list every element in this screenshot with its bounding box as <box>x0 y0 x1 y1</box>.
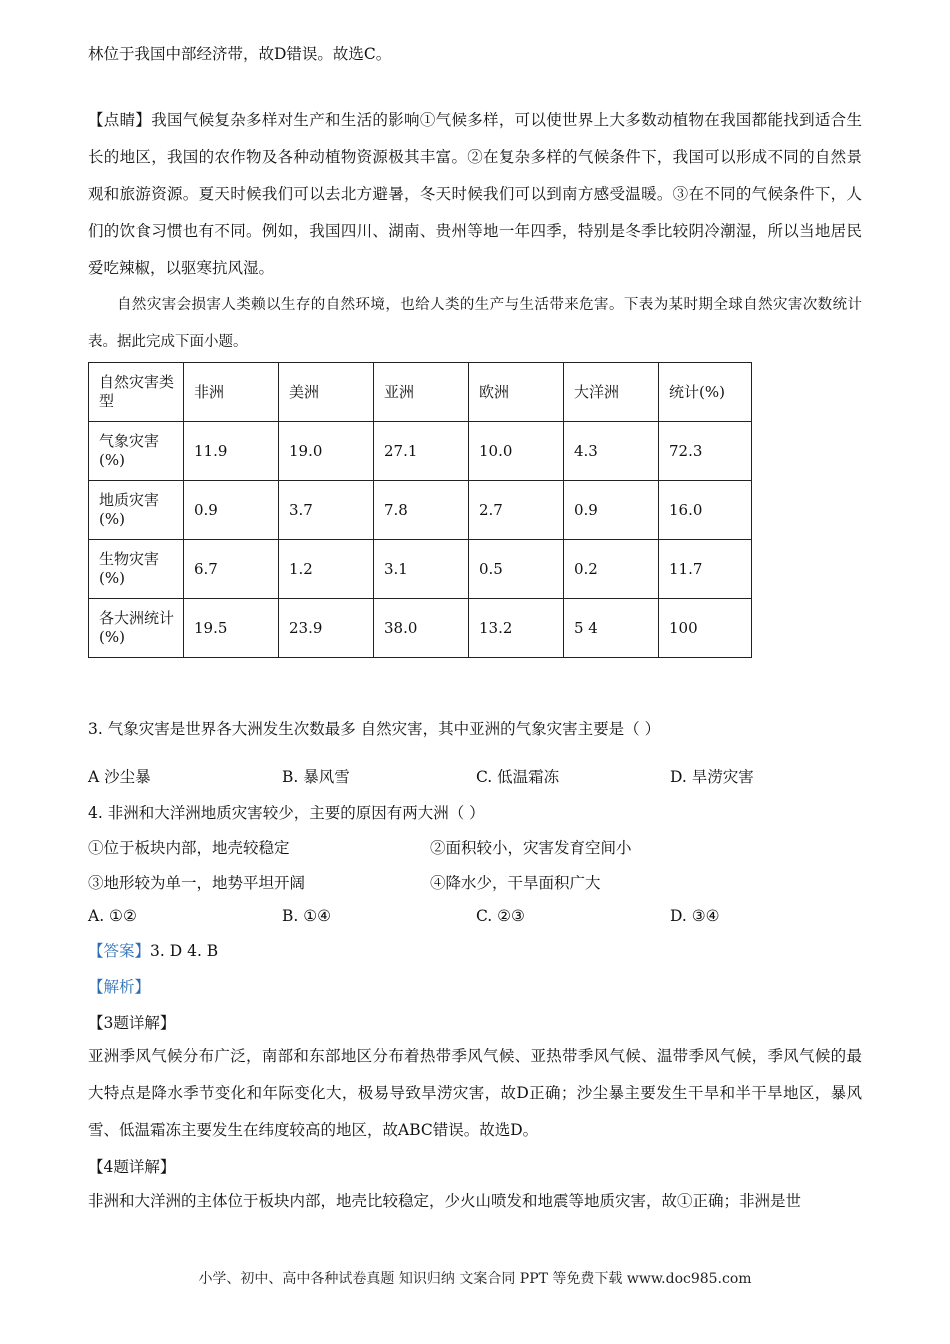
paragraph-prev-answer-end: 林位于我国中部经济带，故D错误。故选C。 <box>88 45 392 63</box>
table-row <box>89 540 752 599</box>
table-cell: 19.0 <box>279 422 374 481</box>
question-3-option-d: D. 旱涝灾害 <box>670 768 754 786</box>
table-cell: 72.3 <box>659 422 752 481</box>
answer-text: 3. D 4. B <box>150 942 219 960</box>
table-cell: 10.0 <box>469 422 564 481</box>
question-3-option-a: A 沙尘暴 <box>88 768 151 786</box>
table-cell: 100 <box>659 599 752 658</box>
table-cell: 27.1 <box>374 422 469 481</box>
table-cell: 各大洲统计(%) <box>89 599 184 658</box>
table-cell: 23.9 <box>279 599 374 658</box>
question-3-option-b: B. 暴风雪 <box>282 768 350 786</box>
question-4-option-a: A. ①② <box>88 907 137 925</box>
table-cell: 气象灾害(%) <box>89 422 184 481</box>
table-cell: 16.0 <box>659 481 752 540</box>
disaster-statistics-table <box>88 362 752 658</box>
table-cell: 13.2 <box>469 599 564 658</box>
table-cell: 生物灾害(%) <box>89 540 184 599</box>
table-row <box>89 481 752 540</box>
answer-line <box>88 940 218 962</box>
table-cell: 0.9 <box>564 481 659 540</box>
table-cell: 38.0 <box>374 599 469 658</box>
analysis-tag: 【解析】 <box>88 978 151 996</box>
table-header-cell: 自然灾害类型 <box>89 363 184 422</box>
table-row <box>89 599 752 658</box>
answer-tag: 【答案】 <box>88 942 151 960</box>
table-header-cell: 大洋洲 <box>564 363 659 422</box>
table-header-cell: 美洲 <box>279 363 374 422</box>
table-cell: 4.3 <box>564 422 659 481</box>
table-header-cell: 欧洲 <box>469 363 564 422</box>
detail-4-text: 非洲和大洋洲的主体位于板块内部，地壳比较稳定，少火山喷发和地震等地质灾害，故①正确；非洲是世 <box>88 1192 802 1210</box>
table-cell: 19.5 <box>184 599 279 658</box>
table-cell: 5 4 <box>564 599 659 658</box>
table-header-row <box>89 363 752 422</box>
question-4-statement-3: ③地形较为单一，地势平坦开阔 <box>88 874 306 892</box>
question-4-statement-2: ②面积较小，灾害发育空间小 <box>430 839 632 857</box>
table-cell: 11.9 <box>184 422 279 481</box>
table-cell: 0.9 <box>184 481 279 540</box>
question-4-option-c: C. ②③ <box>476 907 525 925</box>
table-cell: 0.2 <box>564 540 659 599</box>
table-cell: 2.7 <box>469 481 564 540</box>
table-header-cell: 统计(%) <box>659 363 752 422</box>
page-footer: 小学、初中、高中各种试卷真题 知识归纳 文案合同 PPT 等免费下载 www.doc985.com <box>198 1271 752 1287</box>
paragraph-material-intro: 自然灾害会损害人类赖以生存的自然环境，也给人类的生产与生活带来危害。下表为某时期全球自然灾害次数统计表。据此完成下面小题。 <box>88 297 862 350</box>
table-cell: 0.5 <box>469 540 564 599</box>
table-cell: 6.7 <box>184 540 279 599</box>
table-cell: 3.7 <box>279 481 374 540</box>
question-3-stem: 3. 气象灾害是世界各大洲发生次数最多 自然灾害，其中亚洲的气象灾害主要是（ ） <box>88 720 661 738</box>
table-header-cell: 非洲 <box>184 363 279 422</box>
question-4-statement-4: ④降水少，干旱面积广大 <box>430 874 601 892</box>
question-3-option-c: C. 低温霜冻 <box>476 768 560 786</box>
question-4-statement-1: ①位于板块内部，地壳较稳定 <box>88 839 290 857</box>
paragraph-tips: 【点睛】我国气候复杂多样对生产和生活的影响①气候多样，可以使世界上大多数动植物在我国都能找到适合生长的地区，我国的农作物及各种动植物资源极其丰富。②在复杂多样的气候条件下，我国可以形成不同的自然景观和旅游资源。夏天时候我们可以去北方避暑，冬天时候我们可以到南方感受温暖。③在不同的气候条件下，人们的饮食习惯也有不同。例如，我国四川、湖南、贵州等地一年四季，特别是冬季比较阴冷潮湿，所以当地居民爱吃辣椒，以驱寒抗风湿。 <box>88 111 862 277</box>
question-4-stem: 4. 非洲和大洋洲地质灾害较少，主要的原因有两大洲（ ） <box>88 804 485 822</box>
table-header-cell: 亚洲 <box>374 363 469 422</box>
table-cell: 7.8 <box>374 481 469 540</box>
table-cell: 地质灾害(%) <box>89 481 184 540</box>
table-cell: 3.1 <box>374 540 469 599</box>
table-cell: 1.2 <box>279 540 374 599</box>
table-row <box>89 422 752 481</box>
question-4-option-d: D. ③④ <box>670 907 720 925</box>
question-4-option-b: B. ①④ <box>282 907 332 925</box>
detail-3-heading: 【3题详解】 <box>88 1014 176 1032</box>
detail-4-heading: 【4题详解】 <box>88 1158 176 1176</box>
detail-3-text: 亚洲季风气候分布广泛，南部和东部地区分布着热带季风气候、亚热带季风气候、温带季风气候，季风气候的最大特点是降水季节变化和年际变化大，极易导致旱涝灾害，故D正确；沙尘暴主要发生干旱和半干旱地区，暴风雪、低温霜冻主要发生在纬度较高的地区，故ABC错误。故选D。 <box>88 1047 862 1139</box>
table-cell: 11.7 <box>659 540 752 599</box>
